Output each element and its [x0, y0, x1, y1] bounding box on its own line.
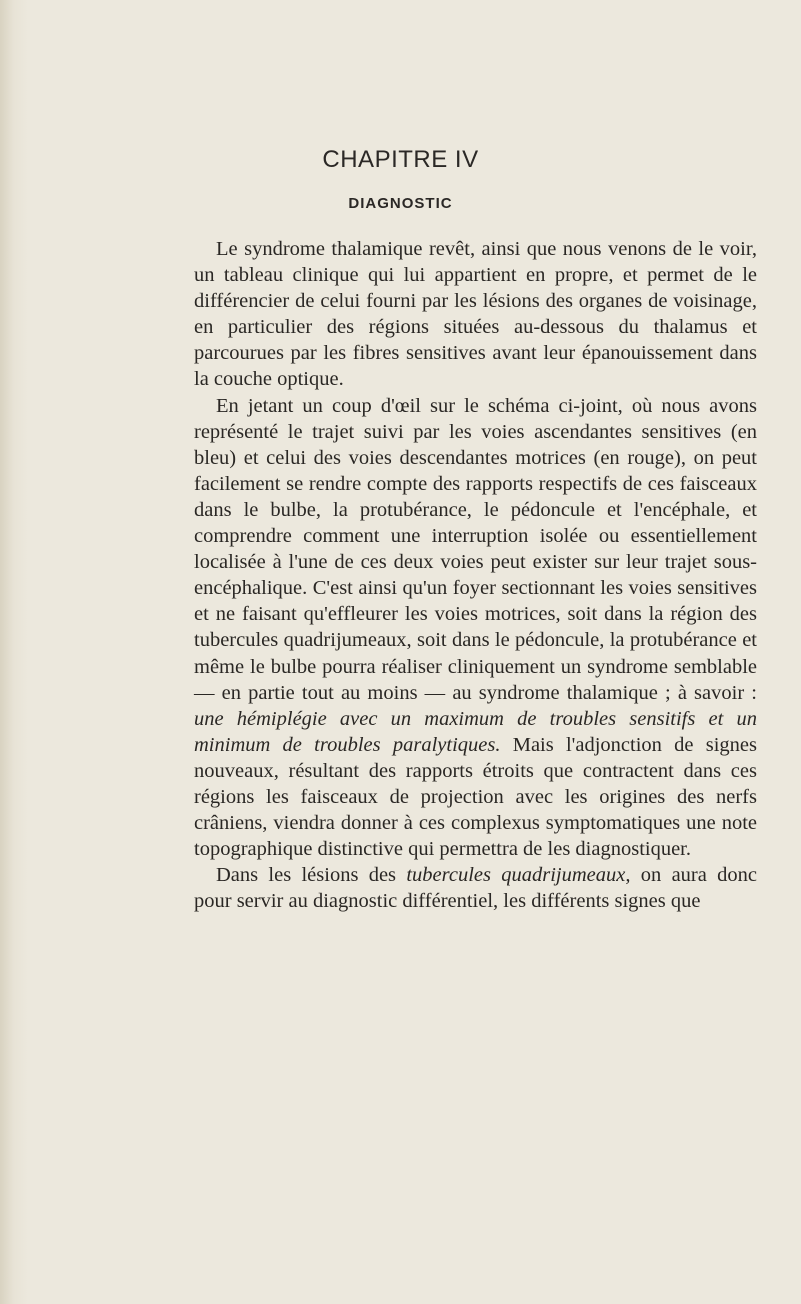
- paragraph-2-emphasis: une hémiplégie avec un maximum de troubles sensitifs et un minimum de troubles paralytiques.: [194, 707, 757, 756]
- chapter-title: CHAPITRE IV: [322, 146, 479, 173]
- paragraph-2-text-b: Mais l'adjonction de signes nouveaux, résultant des rapports étroits que contractent dans ces régions les faisceaux de projection avec les origines des nerfs crâniens, viendra donner à ces complexus symptomatiques une note topographique distinctive qui permettra de les diagnostiquer.: [194, 733, 758, 861]
- paragraph-1: Le syndrome thalamique revêt, ainsi que nous venons de le voir, un tableau clinique qui lui appartient en propre, et permet de le différencier de celui fourni par les lésions des organes de voisinage, en particulier des régions situées au-dessous du thalamus et parcourues par les fibres sensitives avant leur épanouissement dans la couche optique.: [194, 238, 757, 391]
- paragraph-3-text-a: Dans les lésions des: [216, 864, 407, 887]
- section-title: DIAGNOSTIC: [348, 195, 453, 212]
- paragraph-2-text-a: En jetant un coup d'œil sur le schéma ci-joint, où nous avons représenté le trajet suivi par les voies ascendantes sensitives (en bleu) et celui des voies descendantes motrices (en rouge), on peut facilement se rendre compte des rapports respectifs de ces faisceaux dans le bulbe, la protubérance, le pédoncule et l'encéphale, et comprendre comment une interruption isolée ou essentiellement localisée à l'une de ces deux voies peut exister sur leur trajet sous-encéphalique. C'est ainsi qu'un foyer sectionnant les voies sensitives et ne faisant qu'effleurer les voies motrices, soit dans la région des tubercules quadrijumeaux, soit dans le pédoncule, la protubérance et même le bulbe pourra réaliser cliniquement un syndrome semblable — en partie tout au moins — au syndrome thalamique ; à savoir :: [194, 394, 757, 704]
- paragraph-3-text-b: on aura donc pour servir au diagnostic différentiel, les différents signes que: [194, 864, 757, 913]
- paragraph-2: [194, 393, 757, 863]
- paragraph-3: [194, 862, 757, 914]
- paragraph-3-emphasis: tubercules quadrijumeaux,: [406, 864, 631, 887]
- body-text: [194, 236, 757, 914]
